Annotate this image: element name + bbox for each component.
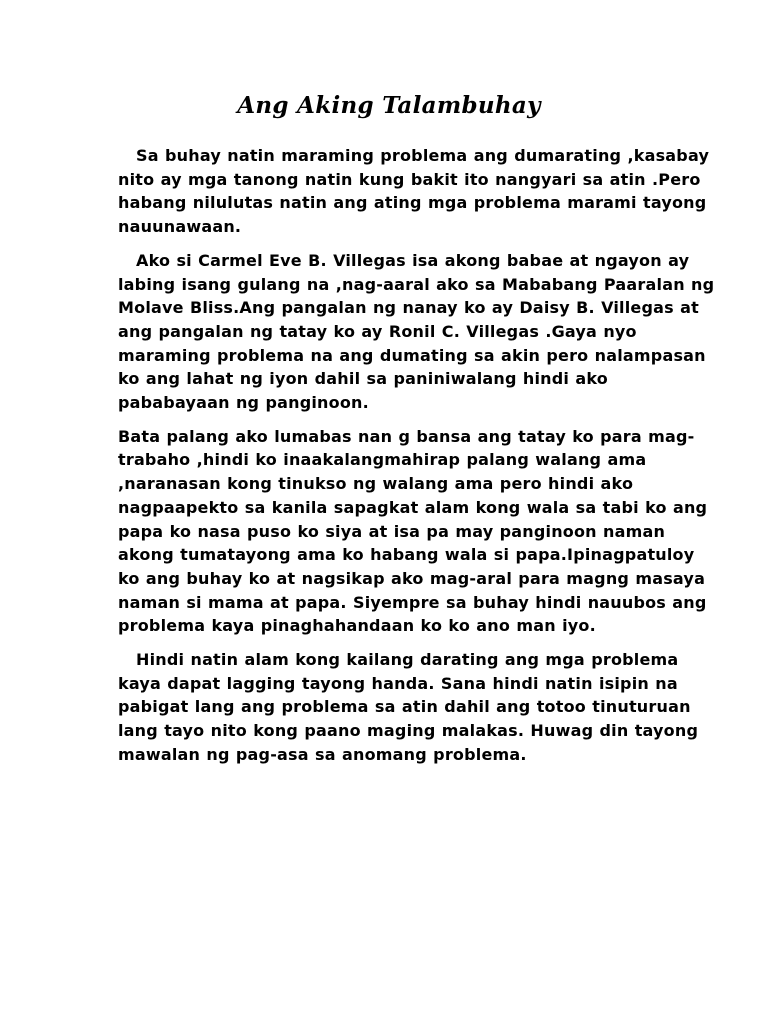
paragraph-2: Ako si Carmel Eve B. Villegas isa akong babae at ngayon ay labing isang gulang na ,nag-aaral ako sa Mababang Paaralan ng Molave Bliss.Ang pangalan ng nanay ko ay Daisy B. Villegas at ang pangalan ng tatay ko ay Ronil C. Villegas .Gaya nyo maraming problema na ang dumating sa akin pero nalampasan ko ang lahat ng iyon dahil sa paniniwalang hindi ako pababayaan ng panginoon. bbox=[118, 250, 715, 413]
paragraph-4: Hindi natin alam kong kailang darating ang mga problema kaya dapat lagging tayong handa. Sana hindi natin isipin na pabigat lang ang problema sa atin dahil ang totoo tinuturuan lang tayo nito kong paano maging malakas. Huwag din tayong mawalan ng pag-asa sa anomang problema. bbox=[118, 650, 699, 764]
document-title: Ang Aking Talambuhay bbox=[237, 92, 541, 119]
document-body bbox=[118, 144, 718, 777]
paragraph-3: Bata palang ako lumabas nan g bansa ang tatay ko para mag-trabaho ,hindi ko inaakalangmahirap palang walang ama ,naranasan kong tinukso ng walang ama pero hindi ako nagpaapekto sa kanila sapagkat alam kong wala sa tabi ko ang papa ko nasa puso ko siya at isa pa may panginoon naman akong tumatayong ama ko habang wala si papa.Ipinagpatuloy ko ang buhay ko at nagsikap ako mag-aral para magng masaya naman si mama at papa. Siyempre sa buhay hindi nauubos ang problema kaya pinaghahandaan ko ko ano man iyo. bbox=[118, 426, 708, 636]
paragraph-1: Sa buhay natin maraming problema ang dumarating ,kasabay nito ay mga tanong natin kung bakit ito nangyari sa atin .Pero habang nilulutas natin ang ating mga problema marami tayong nauunawaan. bbox=[118, 146, 710, 237]
